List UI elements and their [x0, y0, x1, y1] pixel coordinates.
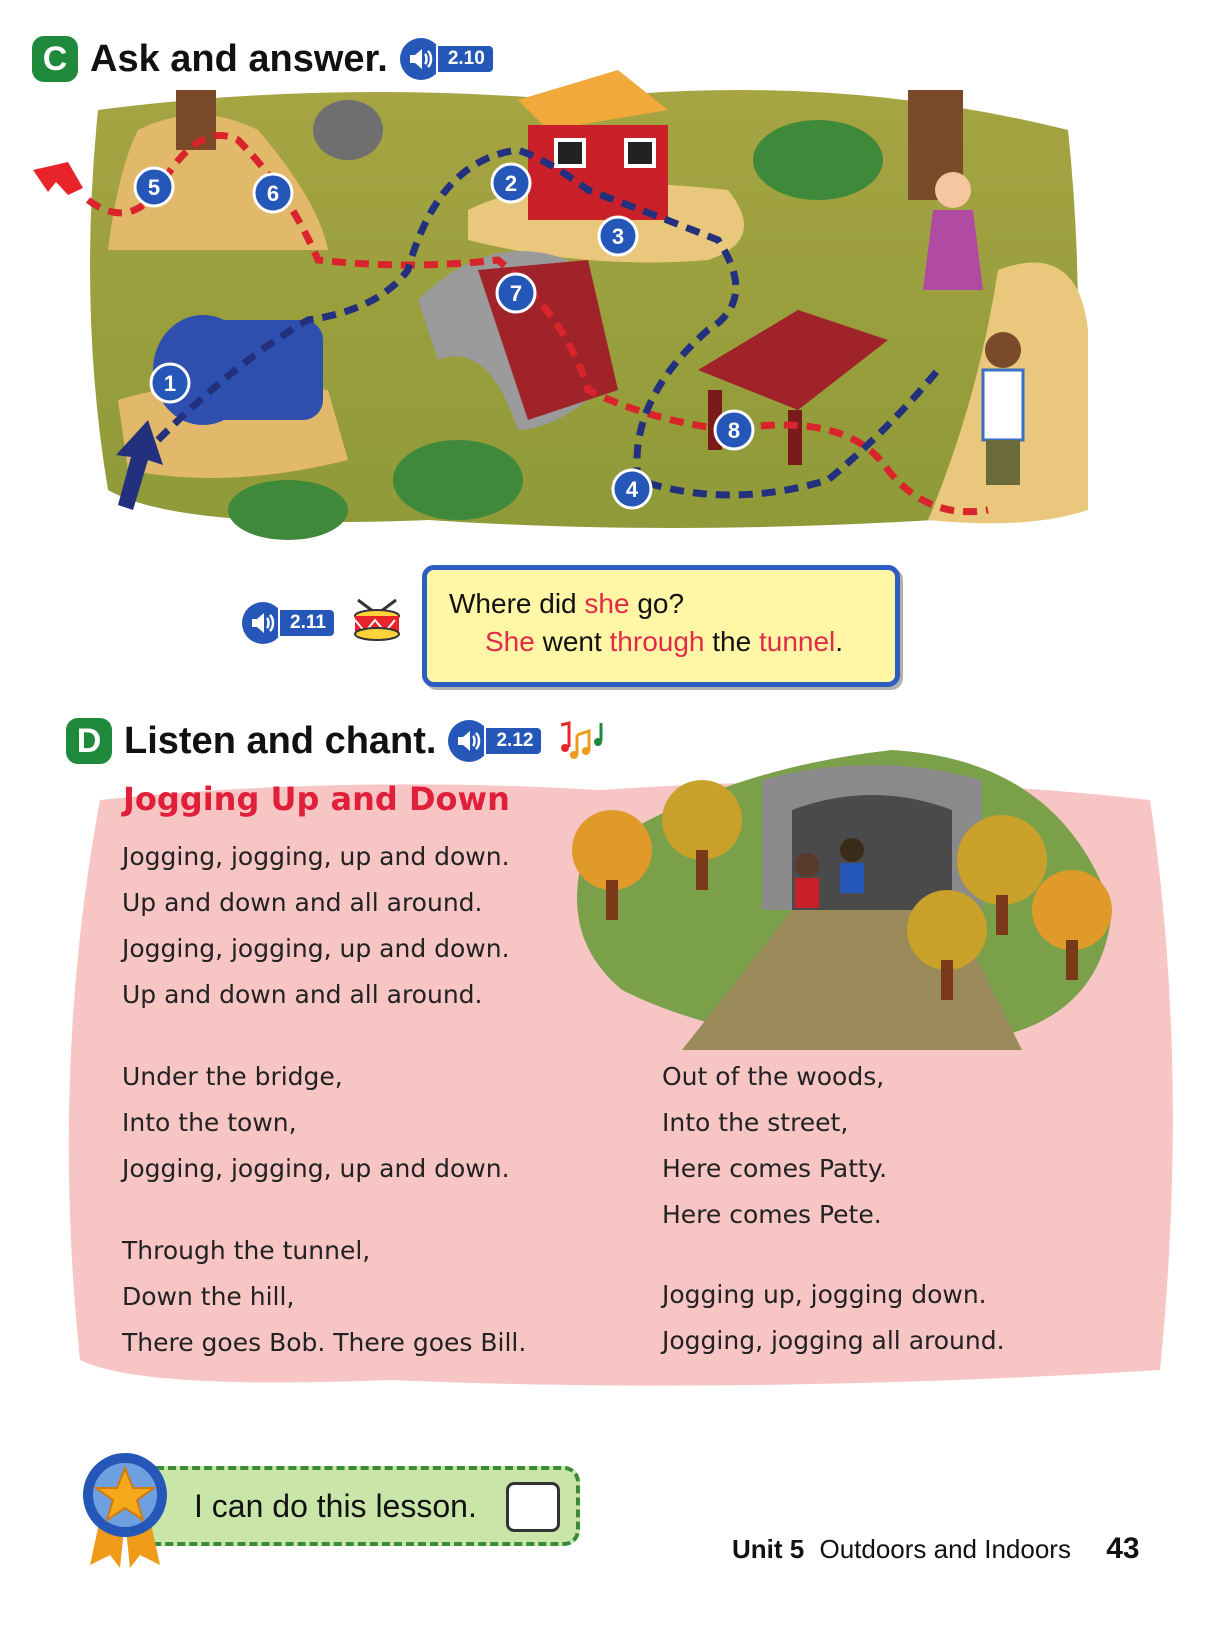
section-letter-c: C [32, 36, 78, 82]
chant-line: Up and down and all around. [122, 980, 483, 1009]
chant-line: Jogging, jogging, up and down. [122, 842, 510, 871]
audio-track-button[interactable] [448, 720, 543, 762]
chant-stanza-5 [662, 1272, 1005, 1364]
chant-line: Jogging, jogging all around. [662, 1326, 1005, 1355]
svg-text:6: 6 [266, 181, 280, 206]
map-marker-8 [713, 409, 755, 455]
chant-title: Jogging Up and Down [123, 780, 510, 818]
dialog-text: . [835, 626, 844, 657]
map-marker-4 [611, 468, 653, 514]
audio-track-number: 2.10 [436, 44, 495, 74]
map-marker-3 [597, 215, 639, 261]
chant-stanza-2 [122, 1054, 510, 1192]
self-check-label: I can do this lesson. [194, 1488, 477, 1524]
map-marker-5 [133, 166, 175, 212]
self-check-banner [140, 1466, 580, 1546]
dialog-highlight: through [609, 626, 705, 657]
svg-text:5: 5 [147, 175, 161, 200]
self-check-checkbox[interactable] [506, 1482, 560, 1532]
chant-stanza-1 [122, 834, 510, 1018]
dialog-text: the [704, 626, 759, 657]
map-marker-2 [490, 162, 532, 208]
dialog-box [422, 565, 900, 687]
dialog-audio-button[interactable] [242, 602, 336, 644]
award-ribbon-icon [80, 1450, 170, 1570]
unit-label: Unit 5 [732, 1534, 805, 1564]
chant-line: Here comes Patty. [662, 1154, 888, 1183]
park-map-illustration [28, 70, 1088, 540]
svg-text:2: 2 [504, 171, 518, 196]
chant-line: Down the hill, [122, 1282, 295, 1311]
dialog-text: went [534, 626, 610, 657]
chant-line: Jogging, jogging, up and down. [122, 934, 510, 963]
dialog-question [449, 588, 684, 620]
chant-line: Jogging up, jogging down. [662, 1280, 987, 1309]
dialog-text: Where did [449, 588, 585, 619]
audio-track-number: 2.12 [484, 726, 543, 756]
chant-line: There goes Bob. There goes Bill. [122, 1328, 527, 1357]
section-d-title: Listen and chant. [124, 719, 437, 762]
map-marker-1 [149, 362, 191, 408]
dialog-highlight: tunnel [758, 626, 836, 657]
dialog-text: go? [629, 588, 685, 619]
unit-title: Outdoors and Indoors [819, 1534, 1071, 1564]
svg-text:1: 1 [163, 371, 177, 396]
chant-line: Into the street, [662, 1108, 849, 1137]
section-d-header [66, 718, 611, 764]
chant-line: Out of the woods, [662, 1062, 885, 1091]
page-number: 43 [1106, 1532, 1140, 1565]
chant-line: Up and down and all around. [122, 888, 483, 917]
audio-track-number: 2.11 [278, 608, 336, 638]
dialog-answer [485, 626, 843, 658]
chant-stanza-3 [122, 1228, 526, 1366]
chant-line: Through the tunnel, [122, 1236, 371, 1265]
drum-icon [350, 596, 404, 642]
svg-text:4: 4 [625, 477, 639, 502]
chant-line: Into the town, [122, 1108, 297, 1137]
dialog-highlight: She [485, 626, 535, 657]
tunnel-illustration [562, 740, 1132, 1060]
chant-stanza-4 [662, 1054, 887, 1238]
page-footer [732, 1532, 1140, 1566]
map-marker-6 [252, 172, 294, 218]
map-marker-7 [495, 272, 537, 318]
section-c-title: Ask and answer. [90, 37, 388, 80]
chant-line: Jogging, jogging, up and down. [122, 1154, 510, 1183]
svg-text:7: 7 [509, 281, 523, 306]
chant-line: Under the bridge, [122, 1062, 343, 1091]
section-letter-d: D [66, 718, 112, 764]
chant-line: Here comes Pete. [662, 1200, 882, 1229]
svg-text:8: 8 [727, 418, 741, 443]
svg-text:3: 3 [611, 224, 625, 249]
dialog-highlight: she [584, 588, 630, 619]
